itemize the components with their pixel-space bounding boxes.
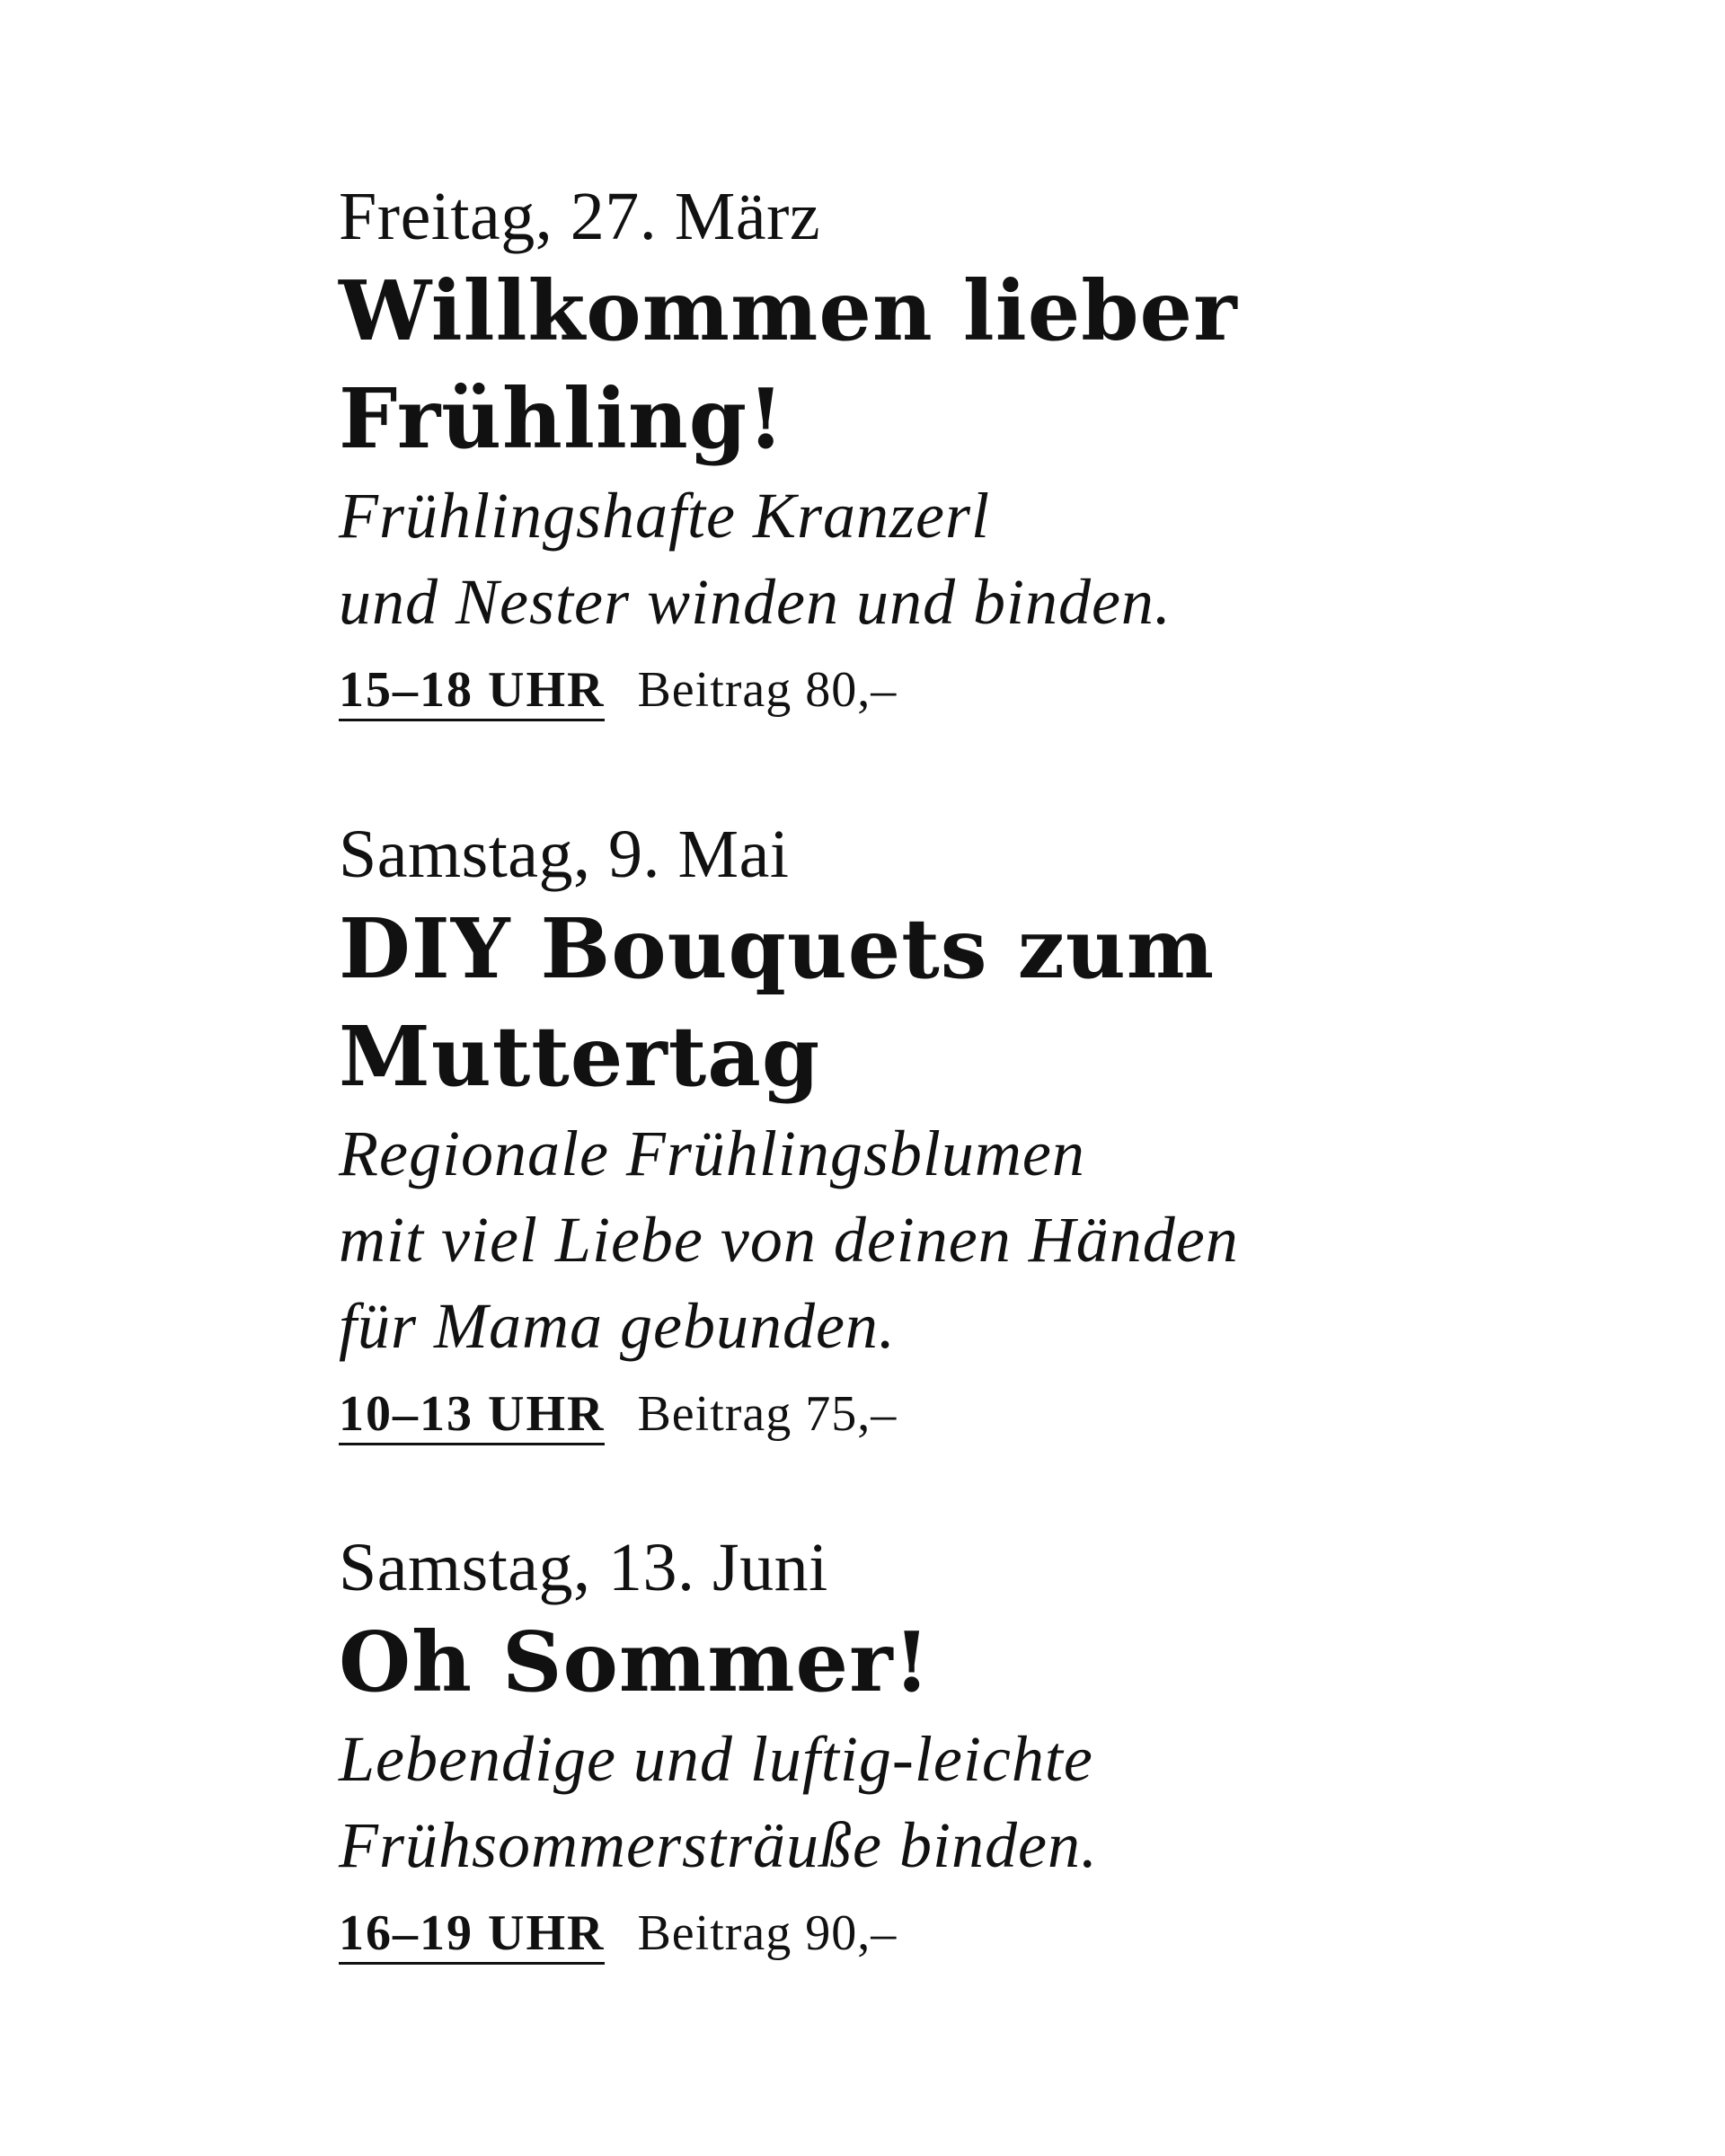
event-title bbox=[339, 895, 1525, 1110]
event-time: 16–19 UHR bbox=[339, 1906, 605, 1965]
event-fee: Beitrag 75,– bbox=[637, 1386, 898, 1442]
event-description bbox=[339, 1716, 1525, 1888]
event-title-line: Willkommen lieber bbox=[339, 262, 1238, 359]
event-meta bbox=[339, 656, 1525, 724]
event-meta bbox=[339, 1899, 1525, 1967]
event-block bbox=[339, 814, 1525, 1448]
event-description-line: Lebendige und luftig-leichte bbox=[339, 1723, 1093, 1795]
event-description-line: Frühlingshafte Kranzerl bbox=[339, 480, 991, 552]
event-title-line: Muttertag bbox=[339, 1008, 821, 1105]
event-title-line: DIY Bouquets zum bbox=[339, 900, 1216, 997]
event-date: Samstag, 13. Juni bbox=[339, 1530, 828, 1605]
event-description-line: Regionale Frühlingsblumen bbox=[339, 1118, 1085, 1189]
event-fee: Beitrag 90,– bbox=[637, 1905, 898, 1961]
event-title bbox=[339, 1608, 1525, 1716]
event-description-line: und Nester winden und binden. bbox=[339, 566, 1172, 638]
event-description-line: mit viel Liebe von deinen Händen bbox=[339, 1204, 1239, 1276]
event-block bbox=[339, 1527, 1525, 1967]
event-description-line: Frühsommersträuße binden. bbox=[339, 1809, 1098, 1881]
event-title-line: Frühling! bbox=[339, 370, 785, 467]
event-title bbox=[339, 257, 1525, 473]
event-title-line: Oh Sommer! bbox=[339, 1613, 931, 1710]
event-date: Freitag, 27. März bbox=[339, 179, 821, 254]
event-date: Samstag, 9. Mai bbox=[339, 817, 790, 892]
event-time: 10–13 UHR bbox=[339, 1387, 605, 1445]
event-meta bbox=[339, 1380, 1525, 1448]
event-block bbox=[339, 176, 1525, 724]
event-fee: Beitrag 80,– bbox=[637, 662, 898, 718]
event-description-line: für Mama gebunden. bbox=[339, 1290, 896, 1362]
event-description bbox=[339, 473, 1525, 645]
event-description bbox=[339, 1110, 1525, 1369]
event-time: 15–18 UHR bbox=[339, 663, 605, 721]
